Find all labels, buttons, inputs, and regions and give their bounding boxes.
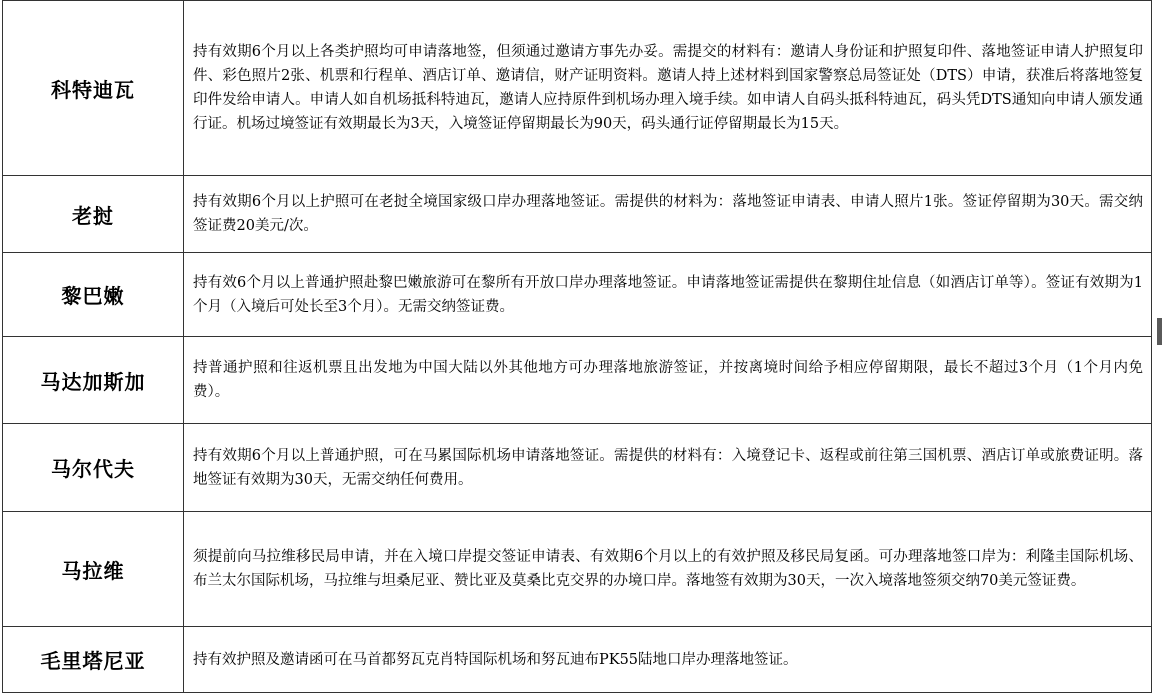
country-cell: 马尔代夫 [3,424,184,512]
country-cell: 毛里塔尼亚 [3,627,184,693]
table-row [3,1,1152,176]
table-row [3,253,1152,337]
description-cell: 持有效6个月以上普通护照赴黎巴嫩旅游可在黎所有开放口岸办理落地签证。申请落地签证需提供在黎期住址信息（如酒店订单等）。签证有效期为1个月（入境后可处长至3个月）。无需交纳签证费。 [184,253,1152,337]
country-cell: 科特迪瓦 [3,1,184,176]
table-row [3,176,1152,253]
description-cell: 须提前向马拉维移民局申请，并在入境口岸提交签证申请表、有效期6个月以上的有效护照及移民局复函。可办理落地签口岸为：利隆圭国际机场、布兰太尔国际机场，马拉维与坦桑尼亚、赞比亚及莫桑比克交界的办境口岸。落地签有效期为30天，一次入境落地签须交纳70美元签证费。 [184,512,1152,627]
description-cell: 持有效期6个月以上普通护照，可在马累国际机场申请落地签证。需提供的材料有：入境登记卡、返程或前往第三国机票、酒店订单或旅费证明。落地签证有效期为30天，无需交纳任何费用。 [184,424,1152,512]
description-cell: 持有效期6个月以上各类护照均可申请落地签，但须通过邀请方事先办妥。需提交的材料有：邀请人身份证和护照复印件、落地签证申请人护照复印件、彩色照片2张、机票和行程单、酒店订单、邀请信，财产证明资料。邀请人持上述材料到国家警察总局签证处（DTS）申请，获准后将落地签复印件发给申请人。申请人如自机场抵科特迪瓦，邀请人应持原件到机场办理入境手续。如申请人自码头抵科特迪瓦，码头凭DTS通知向申请人颁发通行证。机场过境签证有效期最长为3天，入境签证停留期最长为90天，码头通行证停留期最长为15天。 [184,1,1152,176]
country-cell: 马拉维 [3,512,184,627]
description-cell: 持有效期6个月以上护照可在老挝全境国家级口岸办理落地签证。需提供的材料为：落地签证申请表、申请人照片1张。签证停留期为30天。需交纳签证费20美元/次。 [184,176,1152,253]
description-cell: 持普通护照和往返机票且出发地为中国大陆以外其他地方可办理落地旅游签证，并按离境时间给予相应停留期限，最长不超过3个月（1个月内免费）。 [184,337,1152,424]
country-cell: 马达加斯加 [3,337,184,424]
visa-table [2,0,1152,693]
country-cell: 黎巴嫩 [3,253,184,337]
scrollbar-thumb[interactable] [1157,318,1162,345]
table-row [3,627,1152,693]
table-row [3,337,1152,424]
table-row [3,512,1152,627]
table-row [3,424,1152,512]
country-cell: 老挝 [3,176,184,253]
description-cell: 持有效护照及邀请函可在马首都努瓦克肖特国际机场和努瓦迪布PK55陆地口岸办理落地签证。 [184,627,1152,693]
